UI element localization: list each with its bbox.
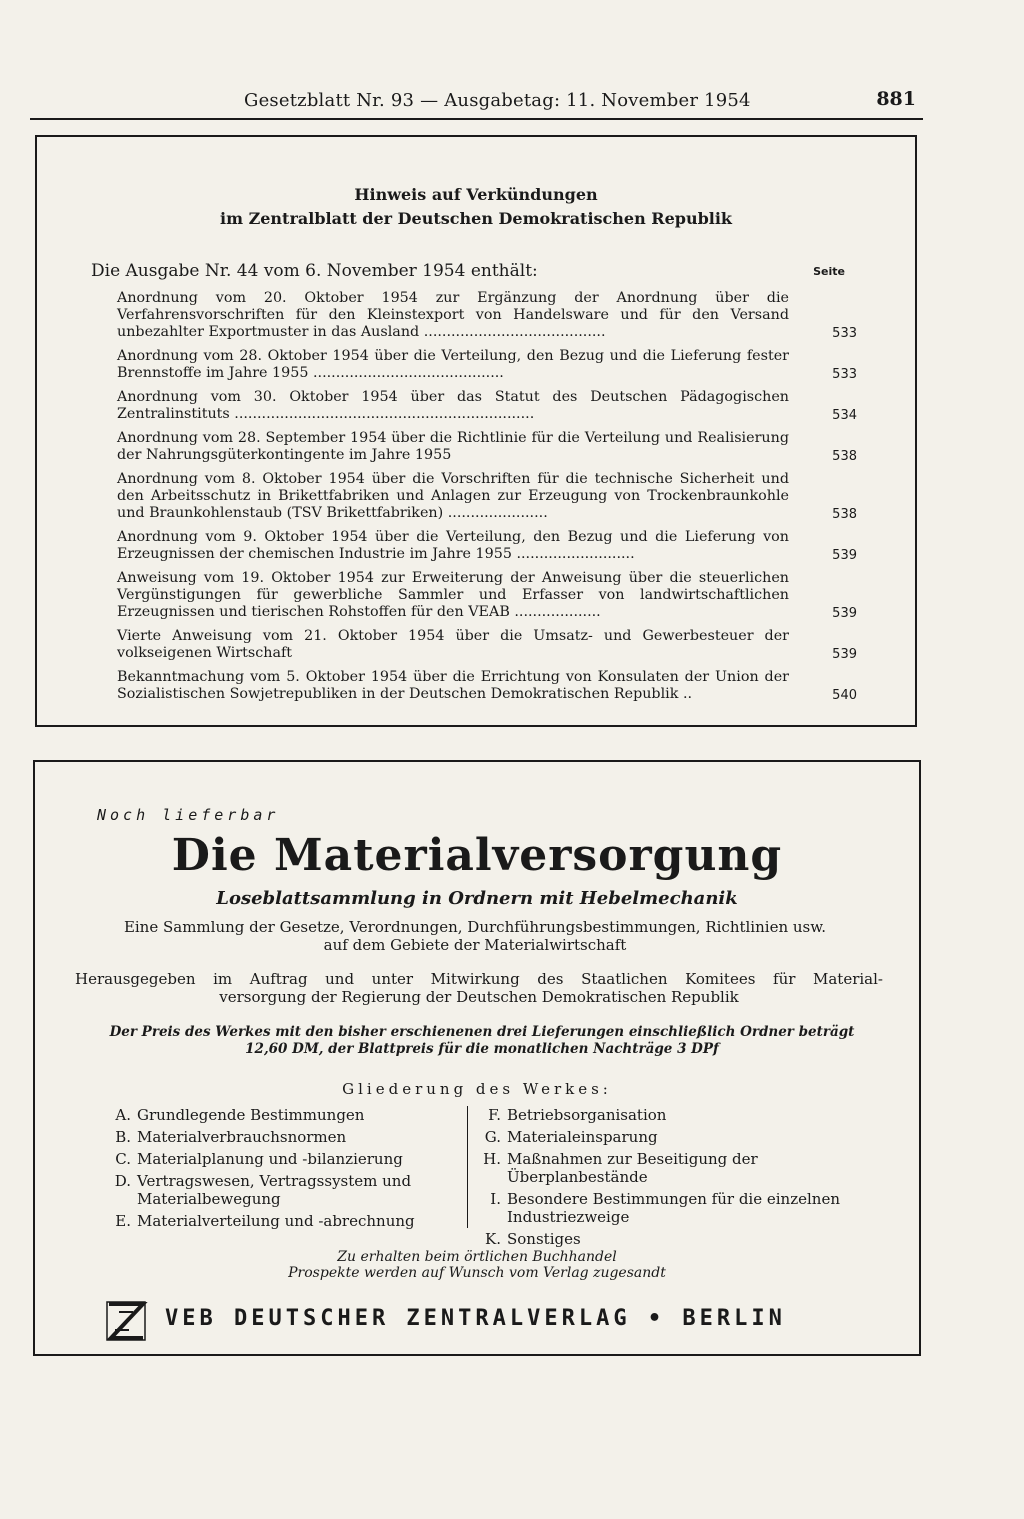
outline-item-letter: B. xyxy=(115,1128,131,1146)
notice-entry-text: Anordnung vom 28. September 1954 über die Richtlinie für die Verteilung und Realisierung der Nahrungsgüterkontingente im Jahre 1955 xyxy=(117,430,789,463)
ad-prefix: Noch lieferbar xyxy=(97,806,280,824)
outline-right-column xyxy=(475,1106,875,1252)
outline-item xyxy=(105,1172,445,1208)
notice-entry-page: 533 xyxy=(832,326,857,341)
outline-item xyxy=(475,1128,875,1146)
notice-entry-text: Anordnung vom 28. Oktober 1954 über die Verteilung, den Bezug und die Lieferung fester Brennstoffe im Jahre 1955 .......................................... xyxy=(117,348,789,381)
outline-item-label: Materialverteilung und -abrechnung xyxy=(137,1212,415,1230)
outline-item-label: Materialplanung und -bilanzierung xyxy=(137,1150,403,1168)
outline-item-label: Grundlegende Bestimmungen xyxy=(137,1106,365,1124)
notice-entry-text: Anordnung vom 9. Oktober 1954 über die Verteilung, den Bezug und die Lieferung von Erzeugnissen der chemischen Industrie im Jahre 1955 .......................... xyxy=(117,529,789,562)
notice-entry xyxy=(117,389,857,423)
outline-item-letter: F. xyxy=(488,1106,501,1124)
outline-item-label: Betriebsorganisation xyxy=(507,1106,667,1124)
outline-item xyxy=(475,1190,875,1226)
outline-item-letter: C. xyxy=(115,1150,131,1168)
outline-item-label: Vertragswesen, Vertragssystem und Materialbewegung xyxy=(137,1172,412,1208)
ad-editor xyxy=(75,970,883,1006)
ad-title: Die Materialversorgung xyxy=(171,830,783,881)
notice-entry-page: 538 xyxy=(832,507,857,522)
notice-entry-page: 539 xyxy=(832,548,857,563)
notice-entry xyxy=(117,290,857,341)
outline-item-letter: G. xyxy=(484,1128,501,1146)
ad-availability-line1: Zu erhalten beim örtlichen Buchhandel xyxy=(337,1249,617,1265)
ad-description xyxy=(95,918,855,954)
ad-availability xyxy=(35,1249,919,1281)
publisher xyxy=(103,1298,883,1348)
notice-entry-page: 539 xyxy=(832,606,857,621)
notice-heading-line2: im Zentralblatt der Deutschen Demokratischen Republik xyxy=(219,209,733,228)
notice-entry-text: Anordnung vom 20. Oktober 1954 zur Ergänzung der Anordnung über die Verfahrensvorschriften für den Kleinstexport von Handelsware und für den Versand unbezahlter Exportmuster in das Ausland ........................................ xyxy=(117,290,789,340)
outline-item-letter: I. xyxy=(490,1190,501,1208)
ad-price-line1: Der Preis des Werkes mit den bisher erschienenen drei Lieferungen einschließlich Ordner beträgt xyxy=(109,1024,855,1040)
ad-description-line2: auf dem Gebiete der Materialwirtschaft xyxy=(323,936,627,954)
outline-item xyxy=(105,1150,445,1168)
notice-entry-text: Bekanntmachung vom 5. Oktober 1954 über die Errichtung von Konsulaten der Union der Sozialistischen Sowjetrepubliken in der Deutschen Demokratischen Republik .. xyxy=(117,669,789,702)
notice-entry-page: 534 xyxy=(832,408,857,423)
outline-item xyxy=(105,1128,445,1146)
outline-divider xyxy=(467,1106,468,1228)
header-rule xyxy=(30,118,923,120)
outline-item-letter: A. xyxy=(115,1106,131,1124)
outline-item xyxy=(105,1106,445,1124)
outline-item-label: Sonstiges xyxy=(507,1230,581,1248)
notice-entry-page: 539 xyxy=(832,647,857,662)
header-title: Gesetzblatt Nr. 93 — Ausgabetag: 11. November 1954 xyxy=(244,90,751,111)
outline-item xyxy=(475,1106,875,1124)
notice-entry-list xyxy=(117,290,857,710)
outline-item-letter: H. xyxy=(483,1150,501,1168)
ad-subtitle: Loseblattsammlung in Ordnern mit Hebelmechanik xyxy=(216,888,738,909)
outline-item-label: Materialverbrauchsnormen xyxy=(137,1128,347,1146)
outline-item-letter: D. xyxy=(114,1172,131,1190)
publisher-name: VEB DEUTSCHER ZENTRALVERLAG • BERLIN xyxy=(165,1306,786,1331)
page-header xyxy=(30,86,920,116)
advertisement-box xyxy=(33,760,921,1356)
ad-availability-line2: Prospekte werden auf Wunsch vom Verlag zugesandt xyxy=(288,1265,666,1281)
notice-entry-text: Anweisung vom 19. Oktober 1954 zur Erweiterung der Anweisung über die steuerlichen Vergünstigungen für gewerbliche Sammler und Erfasser von landwirtschaftlichen Erzeugnissen und tierischen Rohstoffen für den VEAB ................... xyxy=(117,570,789,620)
outline-item xyxy=(475,1150,875,1186)
outline-item-label: Maßnahmen zur Beseitigung der Überplanbestände xyxy=(507,1150,758,1186)
page-number: 881 xyxy=(876,88,916,110)
notice-entry xyxy=(117,471,857,522)
ad-editor-line2: versorgung der Regierung der Deutschen Demokratischen Republik xyxy=(219,988,739,1006)
notice-entry xyxy=(117,529,857,563)
notice-entry xyxy=(117,669,857,703)
notice-entry xyxy=(117,430,857,464)
ad-description-line1: Eine Sammlung der Gesetze, Verordnungen, Durchführungsbestimmungen, Richtlinien usw. xyxy=(123,918,827,936)
notice-entry-page: 538 xyxy=(832,449,857,464)
notice-entry xyxy=(117,570,857,621)
ad-editor-line1: Herausgegeben im Auftrag und unter Mitwirkung des Staatlichen Komitees für Material- xyxy=(75,970,883,988)
notice-entry-text: Vierte Anweisung vom 21. Oktober 1954 über die Umsatz- und Gewerbesteuer der volkseigenen Wirtschaft xyxy=(117,628,789,661)
ad-price xyxy=(97,1024,867,1058)
outline-heading: Gliederung des Werkes: xyxy=(342,1080,612,1098)
outline-item xyxy=(475,1230,875,1248)
outline-item-letter: E. xyxy=(115,1212,131,1230)
outline-left-column xyxy=(105,1106,445,1234)
notice-intro: Die Ausgabe Nr. 44 vom 6. November 1954 enthält: xyxy=(91,261,538,281)
notice-entry-page: 533 xyxy=(832,367,857,382)
notice-entry xyxy=(117,628,857,662)
zv-logo-icon xyxy=(103,1298,149,1344)
notice-box xyxy=(35,135,917,727)
notice-entry xyxy=(117,348,857,382)
outline-item-label: Materialeinsparung xyxy=(507,1128,658,1146)
ad-price-line2: 12,60 DM, der Blattpreis für die monatlichen Nachträge 3 DPf xyxy=(245,1041,719,1057)
outline-item-letter: K. xyxy=(485,1230,501,1248)
notice-entry-page: 540 xyxy=(832,688,857,703)
outline-item-label: Besondere Bestimmungen für die einzelnen Industriezweige xyxy=(507,1190,840,1226)
outline-item xyxy=(105,1212,445,1230)
notice-entry-text: Anordnung vom 8. Oktober 1954 über die Vorschriften für die technische Sicherheit und den Arbeitsschutz in Brikettfabriken und Anlagen zur Erzeugung von Trockenbraunkohle und Braunkohlenstaub (TSV Brikettfabriken) ...................... xyxy=(117,471,789,521)
notice-heading-line1: Hinweis auf Verkündungen xyxy=(354,185,598,204)
notice-entry-text: Anordnung vom 30. Oktober 1954 über das Statut des Deutschen Pädagogischen Zentralinstituts .................................................................. xyxy=(117,389,789,422)
page-column-label: Seite xyxy=(813,265,845,278)
